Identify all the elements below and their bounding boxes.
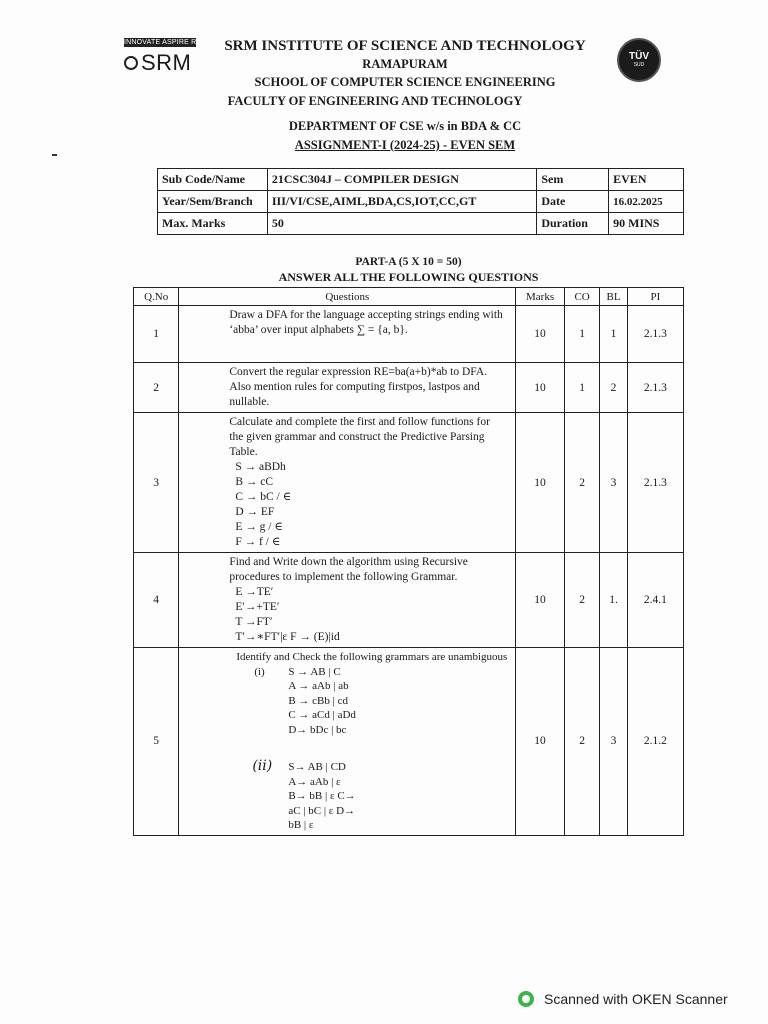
grammar-rule: A → aAb | ab xyxy=(288,680,349,692)
question-number: 3 xyxy=(134,413,179,553)
scanner-text: Scanned with OKEN Scanner xyxy=(544,991,728,1007)
info-row xyxy=(158,213,684,235)
institute-name: SRM INSTITUTE OF SCIENCE AND TECHNOLOGY xyxy=(224,38,586,54)
question-co: 2 xyxy=(564,413,600,553)
grammar-rule: D → EF xyxy=(235,506,275,518)
question-co: 1 xyxy=(564,363,600,413)
question-co: 2 xyxy=(564,648,600,836)
badge-text: TÜV xyxy=(629,51,649,62)
question-pi: 2.1.2 xyxy=(627,648,683,836)
question-row xyxy=(134,306,684,363)
part-label: (ii) xyxy=(252,758,273,774)
grammar-rule: S → AB | C xyxy=(288,665,341,678)
info-row xyxy=(158,169,684,191)
col-header-bl: BL xyxy=(600,288,627,306)
grammar-rule: T′→∗FT′|ε F → (E)|id xyxy=(235,631,340,643)
badge-sub: SUD xyxy=(633,62,645,68)
question-pi: 2.4.1 xyxy=(627,553,683,648)
question-text: Identify and Check the following grammars are unambiguous (i) S → AB | C A → aAb | ab B → cBb | cd C → aCd | aDd D→ bDc | bc (ii) S→ AB | CD A→ aAb | ε B→ bB | ε C→ aC | bC | ε D→ bB | ε xyxy=(179,648,516,836)
campus-name: RAMAPURAM xyxy=(362,57,448,71)
col-header-marks: Marks xyxy=(516,288,565,306)
question-marks: 10 xyxy=(516,413,565,553)
grammar-rule: B→ bB | ε C→ xyxy=(288,790,356,802)
question-bl: 2 xyxy=(600,363,627,413)
grammar-rule: D→ bDc | bc xyxy=(288,723,347,736)
question-pi: 2.1.3 xyxy=(627,306,683,363)
info-value: 21CSC304J – COMPILER DESIGN xyxy=(267,169,536,191)
question-marks: 10 xyxy=(516,553,565,648)
grammar-rule: aC | bC | ε D→ xyxy=(288,804,356,817)
department-name: DEPARTMENT OF CSE w/s in BDA & CC xyxy=(288,119,522,133)
col-header-co: CO xyxy=(564,288,600,306)
question-co: 2 xyxy=(564,553,600,648)
question-co: 1 xyxy=(564,306,600,363)
question-row xyxy=(134,413,684,553)
grammar-rule: B → cC xyxy=(235,476,274,488)
info-value: EVEN xyxy=(609,169,684,191)
scanner-logo-icon xyxy=(518,991,534,1007)
col-header-qno: Q.No xyxy=(134,288,179,306)
course-info-table xyxy=(157,168,684,235)
info-label: Duration xyxy=(537,213,609,235)
school-name: SCHOOL OF COMPUTER SCIENCE ENGINEERING xyxy=(254,75,556,89)
info-value: 16.02.2025 xyxy=(609,191,684,213)
question-text: Draw a DFA for the language accepting strings ending with ‘abba’ over input alphabets ∑ = {a, b}. xyxy=(179,306,516,363)
part-a-instruction: ANSWER ALL THE FOLLOWING QUESTIONS xyxy=(278,270,539,284)
grammar-rule: A→ aAb | ε xyxy=(288,775,341,788)
question-bl: 3 xyxy=(600,413,627,553)
grammar-rule: T →FT′ xyxy=(235,616,273,628)
grammar-rule: C → aCd | aDd xyxy=(288,709,356,721)
question-number: 2 xyxy=(134,363,179,413)
info-label: Date xyxy=(537,191,609,213)
grammar-rule: S → aBDh xyxy=(235,461,286,473)
grammar-rule: E′→+TE′ xyxy=(235,601,280,613)
question-bl: 3 xyxy=(600,648,627,836)
questions-header-row xyxy=(134,288,684,306)
info-label: Sem xyxy=(537,169,609,191)
question-row xyxy=(134,648,684,836)
grammar-rule: F → f / ∈ xyxy=(235,536,281,548)
logo-text: SRM xyxy=(141,50,192,75)
question-row xyxy=(134,553,684,648)
grammar-rule: E →TE′ xyxy=(235,586,274,598)
info-row xyxy=(158,191,684,213)
question-number: 5 xyxy=(134,648,179,836)
question-number: 1 xyxy=(134,306,179,363)
question-bl: 1. xyxy=(600,553,627,648)
faculty-name: FACULTY OF ENGINEERING AND TECHNOLOGY xyxy=(227,94,523,108)
assignment-title: ASSIGNMENT-I (2024-25) - EVEN SEM xyxy=(294,138,516,152)
info-value: III/VI/CSE,AIML,BDA,CS,IOT,CC,GT xyxy=(267,191,536,213)
question-number: 4 xyxy=(134,553,179,648)
info-label: Max. Marks xyxy=(158,213,268,235)
question-marks: 10 xyxy=(516,306,565,363)
info-value: 90 MINS xyxy=(609,213,684,235)
col-header-pi: PI xyxy=(627,288,683,306)
questions-table xyxy=(133,287,684,836)
grammar-rule: S→ AB | CD xyxy=(288,761,346,773)
info-value: 50 xyxy=(267,213,536,235)
grammar-rule: B → cBb | cd xyxy=(288,694,348,707)
scan-mark xyxy=(52,154,57,156)
question-row xyxy=(134,363,684,413)
question-text: Calculate and complete the first and follow functions for the given grammar and construct the Predictive Parsing Table. S → aBDh B → cC C → bC / ∈ D → EF E → g / ∈ F → f / ∈ xyxy=(179,413,516,553)
logo-banner: INNOVATE ASPIRE REACH xyxy=(124,39,217,46)
grammar-rule: bB | ε xyxy=(288,819,314,831)
question-marks: 10 xyxy=(516,363,565,413)
scanner-watermark xyxy=(518,991,728,1007)
question-pi: 2.1.3 xyxy=(627,413,683,553)
srm-emblem-icon xyxy=(124,56,138,70)
col-header-questions: Questions xyxy=(179,288,516,306)
question-text: Find and Write down the algorithm using Recursive procedures to implement the following Grammar. E →TE′ E′→+TE′ T →FT′ T′→∗FT′|ε F → (E)|id xyxy=(179,553,516,648)
question-pi: 2.1.3 xyxy=(627,363,683,413)
grammar-rule: C → bC / ∈ xyxy=(235,491,292,503)
question-text: Convert the regular expression RE=ba(a+b)*ab to DFA. Also mention rules for computing firstpos, lastpos and nullable. xyxy=(179,363,516,413)
part-a-title: PART-A (5 X 10 = 50) xyxy=(355,256,462,268)
part-label: (i) xyxy=(254,665,265,678)
question-marks: 10 xyxy=(516,648,565,836)
info-label: Sub Code/Name xyxy=(158,169,268,191)
grammar-rule: E → g / ∈ xyxy=(235,521,283,533)
question-bl: 1 xyxy=(600,306,627,363)
info-label: Year/Sem/Branch xyxy=(158,191,268,213)
